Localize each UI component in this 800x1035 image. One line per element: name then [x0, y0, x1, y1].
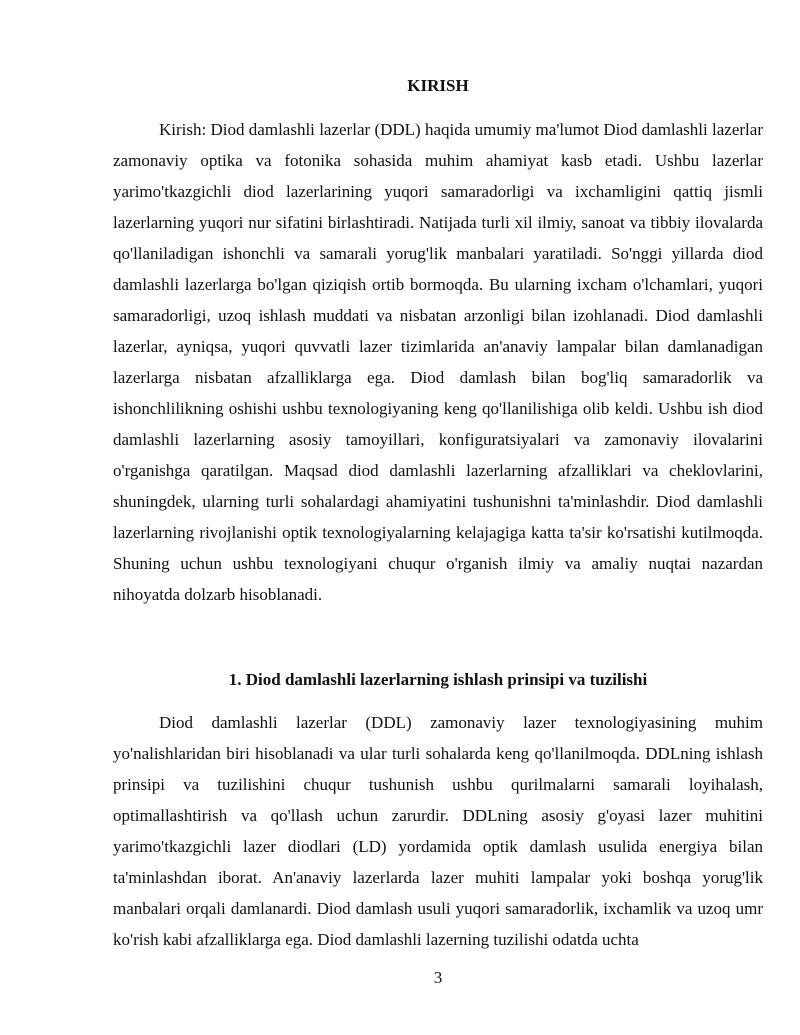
section-1-heading: 1. Diod damlashli lazerlarning ishlash prinsipi va tuzilishi [228, 670, 648, 689]
page-number: 3 [433, 968, 443, 987]
document-page [113, 0, 763, 1035]
section-1-paragraph: Diod damlashli lazerlar (DDL) zamonaviy lazer texnologiyasining muhim yo'nalishlaridan biri hisoblanadi va ular turli sohalarda keng qo'llanilmoqda. DDLning ishlash prinsipi va tuzilishini chuqur tushunish ushbu qurilmalarni samarali loyihalash, optimallashtirish va qo'llash uchun zarurdir. DDLning asosiy g'oyasi lazer muhitini yarimo'tkazgichli lazer diodlari (LD) yordamida optik damlash usulida energiya bilan ta'minlashdan iborat. An'anaviy lazerlarda lazer muhiti lampalar yoki boshqa yorug'lik manbalari orqali damlanardi. Diod damlash usuli yuqori samaradorlik, ixchamlik va uzoq umr ko'rish kabi afzalliklarga ega. Diod damlashli lazerning tuzilishi odatda uchta [113, 713, 763, 949]
intro-heading: KIRISH [407, 76, 469, 95]
intro-paragraph: Kirish: Diod damlashli lazerlar (DDL) haqida umumiy ma'lumot Diod damlashli lazerlar zamonaviy optika va fotonika sohasida muhim ahamiyat kasb etadi. Ushbu lazerlar yarimo'tkazgichli diod lazerlarining yuqori samaradorligi va ixchamligini qattiq jismli lazerlarning yuqori nur sifatini birlashtiradi. Natijada turli xil ilmiy, sanoat va tibbiy ilovalarda qo'llaniladigan ishonchli va samarali yorug'lik manbalari yaratiladi. So'nggi yillarda diod damlashli lazerlarga bo'lgan qiziqish ortib bormoqda. Bu ularning ixcham o'lchamlari, yuqori samaradorligi, uzoq ishlash muddati va nisbatan arzonligi bilan izohlanadi. Diod damlashli lazerlar, ayniqsa, yuqori quvvatli lazer tizimlarida an'anaviy lampalar bilan damlanadigan lazerlarga nisbatan afzalliklarga ega. Diod damlash bilan bog'liq samaradorlik va ishonchlilikning oshishi ushbu texnologiyaning keng qo'llanilishiga olib keldi. Ushbu ish diod damlashli lazerlarning asosiy tamoyillari, konfiguratsiyalari va zamonaviy ilovalarini o'rganishga qaratilgan. Maqsad diod damlashli lazerlarning afzalliklari va cheklovlarini, shuningdek, ularning turli sohalardagi ahamiyatini tushunishni ta'minlashdir. Diod damlashli lazerlarning rivojlanishi optik texnologiyalarning kelajagiga katta ta'sir ko'rsatishi kutilmoqda. Shuning uchun ushbu texnologiyani chuqur o'rganish ilmiy va amaliy nuqtai nazardan nihoyatda dolzarb hisoblanadi. [113, 120, 763, 604]
